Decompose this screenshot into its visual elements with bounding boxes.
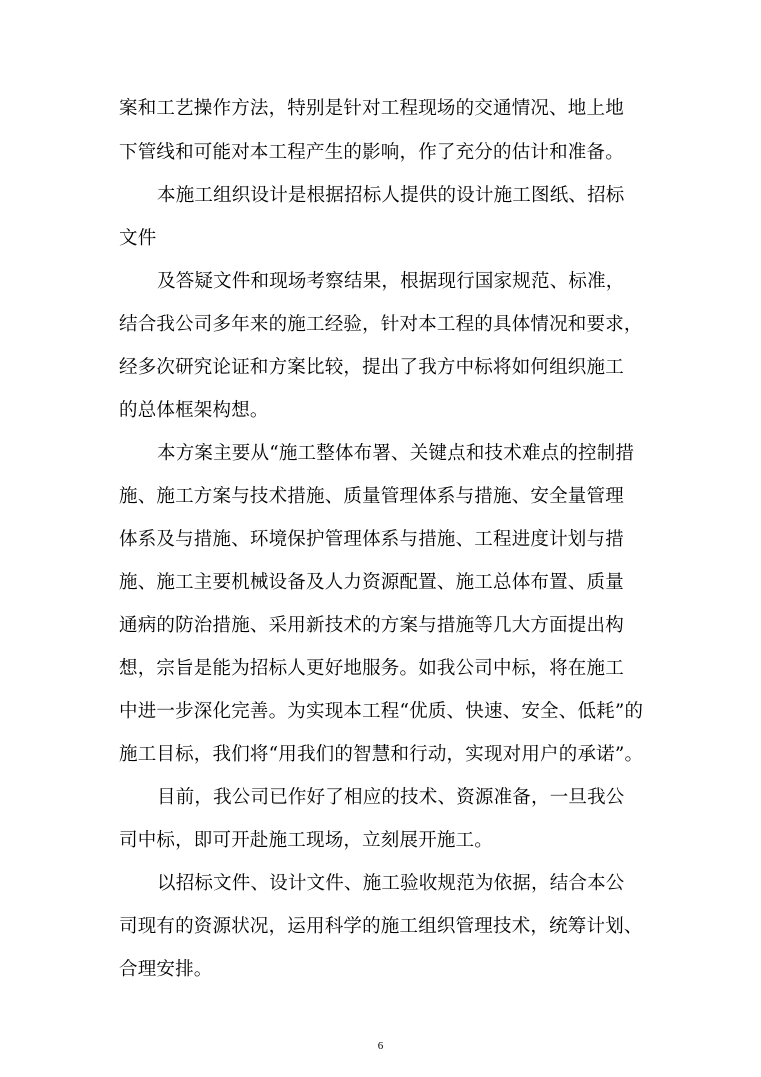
- text-line: 本方案主要从“施工整体布署、关键点和技术难点的控制措: [157, 443, 635, 464]
- text-line: 想，宗旨是能为招标人更好地服务。如我公司中标，将在施工: [119, 658, 624, 679]
- text-line: 通病的防治措施、采用新技术的方案与措施等几大方面提出构: [119, 615, 624, 636]
- text-line: 司现有的资源状况，运用科学的施工组织管理技术，统筹计划、: [119, 916, 643, 937]
- text-line: 下管线和可能对本工程产生的影响，作了充分的估计和准备。: [119, 142, 624, 163]
- text-line: 体系及与措施、环境保护管理体系与措施、工程进度计划与措: [119, 529, 624, 550]
- text-line: 经多次研究论证和方案比较，提出了我方中标将如何组织施工: [119, 357, 624, 378]
- text-line: 施、施工主要机械设备及人力资源配置、施工总体布置、质量: [119, 572, 624, 593]
- text-line: 施、施工方案与技术措施、质量管理体系与措施、安全量管理: [119, 486, 624, 507]
- text-line: 以招标文件、设计文件、施工验收规范为依据，结合本公: [157, 873, 625, 894]
- text-line: 及答疑文件和现场考察结果，根据现行国家规范、标准，: [157, 271, 625, 292]
- text-line: 案和工艺操作方法，特别是针对工程现场的交通情况、地上地: [119, 98, 624, 119]
- text-line: 本施工组织设计是根据招标人提供的设计施工图纸、招标: [157, 185, 625, 206]
- text-line: 中进一步深化完善。为实现本工程“优质、快速、安全、低耗”的: [119, 701, 644, 722]
- text-line: 司中标，即可开赴施工现场，立刻展开施工。: [119, 830, 494, 851]
- text-line: 目前，我公司已作好了相应的技术、资源准备，一旦我公: [157, 787, 625, 808]
- text-line: 文件: [119, 228, 157, 249]
- text-line: 施工目标，我们将“用我们的智慧和行动，实现对用户的承诺”。: [119, 744, 644, 765]
- page-number: 6: [377, 1040, 384, 1052]
- text-line: 的总体框架构想。: [119, 400, 269, 421]
- text-line: 结合我公司多年来的施工经验，针对本工程的具体情况和要求，: [119, 314, 643, 335]
- text-line: 合理安排。: [119, 959, 213, 980]
